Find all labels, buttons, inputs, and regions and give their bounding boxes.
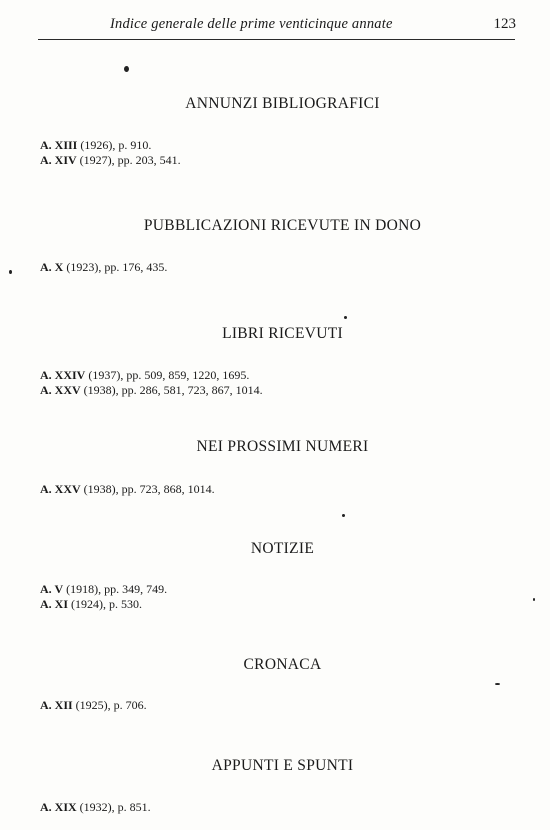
entry-volume: A. XXIV — [40, 368, 86, 382]
ink-speck — [342, 514, 345, 517]
running-title: Indice generale delle prime venticinque annate — [110, 16, 393, 32]
entry-reference: (1925), p. 706. — [75, 698, 147, 712]
entry-reference: (1918), pp. 349, 749. — [66, 582, 168, 596]
entry-reference: (1923), pp. 176, 435. — [66, 260, 168, 274]
entry-volume: A. XIV — [40, 153, 77, 167]
entry-volume: A. XIII — [40, 138, 78, 152]
entry — [40, 597, 142, 611]
entry-reference: (1926), p. 910. — [80, 138, 152, 152]
section-heading-annunzi-bibliografici: ANNUNZI BIBLIOGRAFICI — [185, 95, 380, 112]
entry — [40, 482, 215, 496]
entry-reference: (1938), pp. 723, 868, 1014. — [83, 482, 215, 496]
entry-volume: A. XXV — [40, 482, 81, 496]
entry — [40, 800, 151, 814]
entry-volume: A. XXV — [40, 383, 81, 397]
ink-speck — [533, 598, 535, 601]
entry — [40, 138, 151, 152]
entry — [40, 368, 249, 382]
entry-volume: A. X — [40, 260, 64, 274]
entry-volume: A. XI — [40, 597, 69, 611]
section-heading-appunti-e-spunti: APPUNTI E SPUNTI — [211, 757, 354, 774]
entry — [40, 383, 263, 397]
entry-reference: (1932), p. 851. — [79, 800, 151, 814]
running-head — [0, 14, 550, 38]
section-heading-notizie: NOTIZIE — [250, 540, 315, 557]
entry — [40, 582, 167, 596]
ink-speck — [495, 683, 500, 685]
header-rule — [38, 39, 515, 40]
entry — [40, 153, 181, 167]
section-heading-nei-prossimi-numeri: NEI PROSSIMI NUMERI — [196, 438, 369, 455]
page-number: 123 — [493, 16, 516, 32]
entry-volume: A. V — [40, 582, 64, 596]
entry-reference: (1937), pp. 509, 859, 1220, 1695. — [88, 368, 250, 382]
entry — [40, 260, 167, 274]
entry-reference: (1927), pp. 203, 541. — [79, 153, 181, 167]
entry-reference: (1924), p. 530. — [71, 597, 143, 611]
entry-reference: (1938), pp. 286, 581, 723, 867, 1014. — [83, 383, 263, 397]
entry-volume: A. XII — [40, 698, 73, 712]
section-heading-pubblicazioni-ricevute-in-dono: PUBBLICAZIONI RICEVUTE IN DONO — [143, 217, 422, 234]
entry — [40, 698, 147, 712]
section-heading-cronaca: CRONACA — [243, 656, 322, 673]
ink-speck — [344, 316, 347, 319]
section-heading-libri-ricevuti: LIBRI RICEVUTI — [222, 325, 343, 342]
ink-speck — [9, 270, 12, 274]
ink-speck — [124, 66, 129, 72]
entry-volume: A. XIX — [40, 800, 77, 814]
